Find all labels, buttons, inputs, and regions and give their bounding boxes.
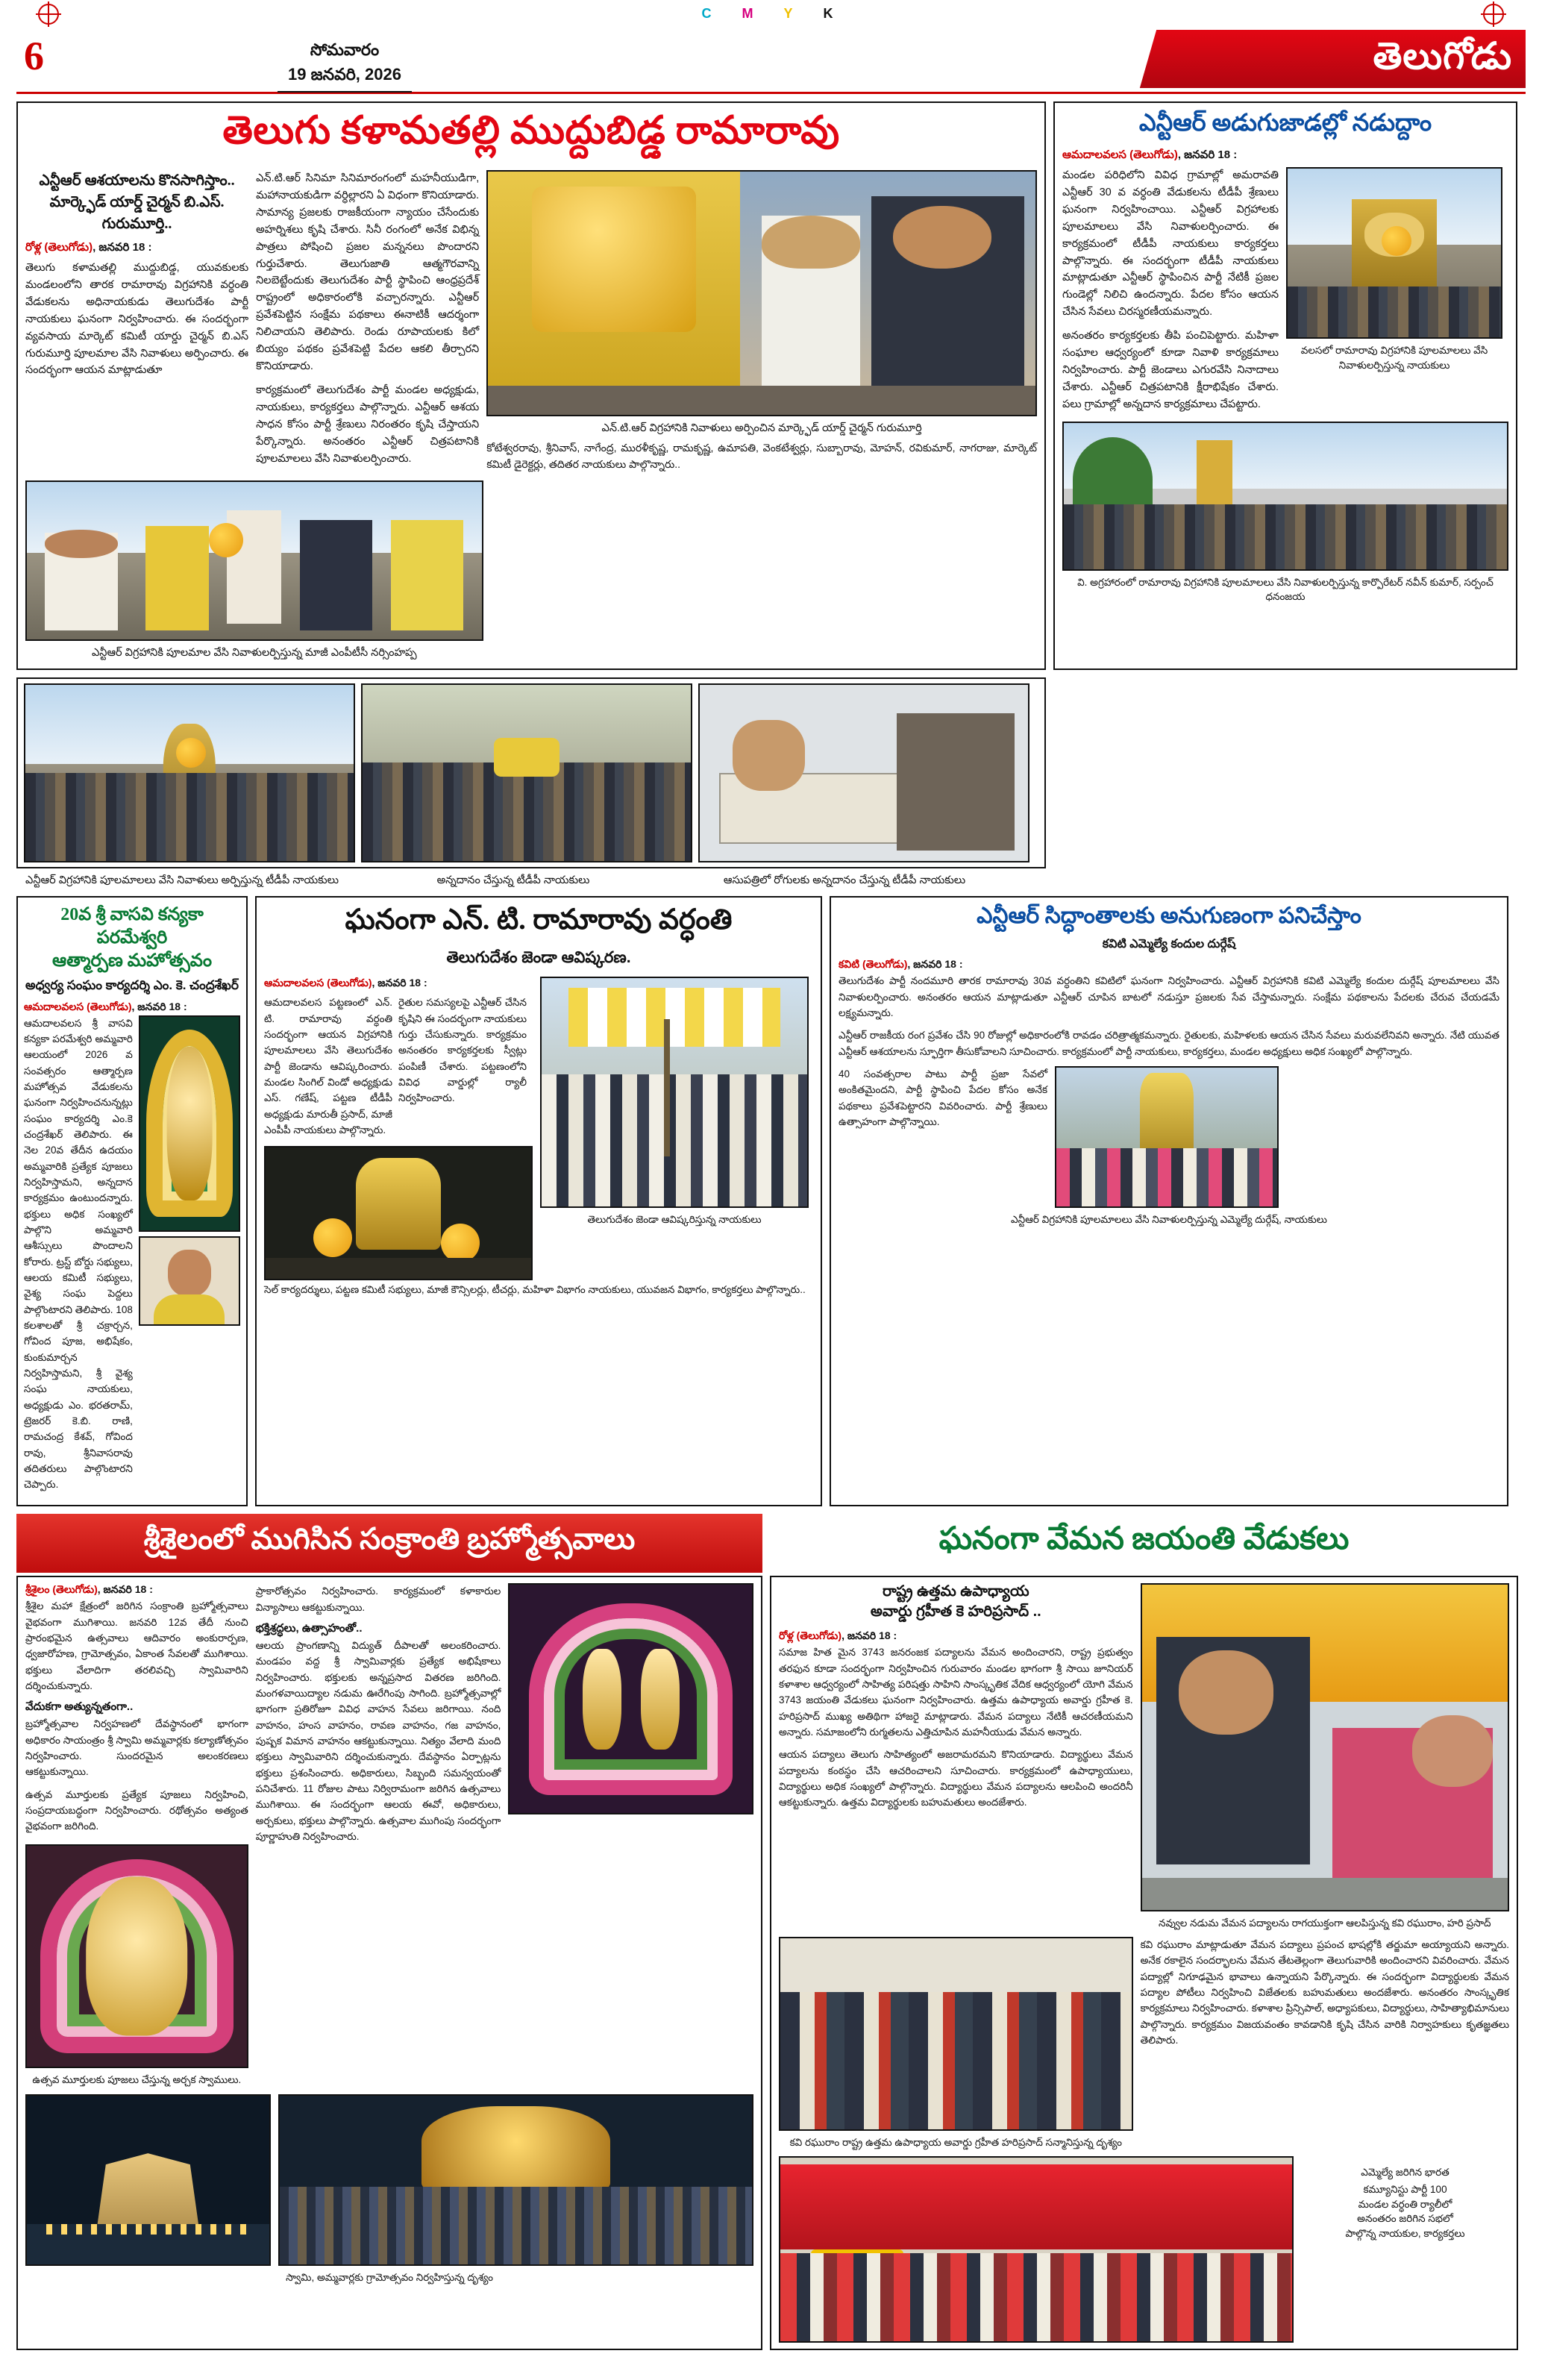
byline-location: కవిటి (తెలుగోడు) (839, 958, 908, 971)
ntr-vardhanti-col2: రైతుల సమస్యలపై ఎన్టీఆర్ చేసిన కృషిని ఈ సందర్భంగా నాయకులు గుర్తు చేసుకున్నారు. కార్యక్రమం అనంతరం కార్యకర్తలకు స్వీట్లు పంపిణీ చేశారు. పట్టణంలోని వివిధ వార్డుల్లో ర్యాలీ నిర్వహించారు. (398, 997, 527, 1104)
lead-col1: తెలుగు కళామతల్లి ముద్దుబిడ్డ, యువకులకు మండలంలోని తారక రామారావు విగ్రహానికి వర్ధంతి వేడుకలను అధినాయకుడు తెలుగుదేశం పార్టీ నాయకులు ఘనంగా నిర్వహించారు. ఈ సందర్భంగా వ్యవసాయ మార్కెట్ కమిటీ యార్డు చైర్మన్ బి.ఎస్ గురుమూర్తి పూలమాల వేసి నివాళులు అర్పించారు. ఈ సందర్భంగా ఆయన మాట్లాడుతూ (25, 262, 249, 377)
vemana-caption-3-l2: కమ్యూనిస్టు పార్టీ 100 (1363, 2184, 1447, 2196)
siddhanta-subtitle: కవిటి ఎమ్మెల్యే కందుల దుర్గేష్ (1102, 938, 1236, 951)
byline-date: , జనవరి 18 : (93, 241, 152, 254)
vemana-caption-3-l5: పాల్గొన్న నాయకుల, కార్యకర్తలు (1345, 2227, 1465, 2239)
masthead-brand (1123, 30, 1526, 88)
vemana-caption-3-l1: ఎమ్మెల్యే జరిగిన భారత (1361, 2166, 1449, 2178)
siddhanta-title: ఎన్టీఆర్ సిద్ధాంతాలకు అనుగుణంగా పనిచేస్తాం (977, 904, 1361, 929)
photo-strip-captions (16, 868, 1046, 892)
right-photo-agraharam (1062, 422, 1508, 571)
ntr-vardhanti-byline (264, 977, 533, 992)
srisailam-col1-p3: ఉత్సవ మూర్తులకు ప్రత్యేక పూజలు నిర్వహించి, సంప్రదాయబద్ధంగా నిర్వహించారు. రథోత్సవం అత్యంత వైభవంగా జరిగింది. (25, 1788, 248, 1832)
vemana-caption-3-l3: మండల వర్ధంతి ర్యాలీలో (1358, 2198, 1452, 2210)
byline-location: ఆమదాలవలస (తెలుగోడు) (1062, 148, 1178, 161)
byline-date: , జనవరి 18 : (841, 1629, 897, 1642)
ntr-vardhanti-title: ఘనంగా ఎన్. టి. రామారావు వర్ధంతి (345, 904, 733, 936)
lead-photo-marchfed (25, 480, 483, 641)
srisailam-photo-procession (278, 2094, 753, 2266)
srisailam-col1-p1: శ్రీశైల మహా క్షేత్రంలో జరిగిన సంక్రాంతి బ్రహ్మోత్సవాలు వైభవంగా ముగిశాయి. జనవరి 12వ తేదీ నుంచి ప్రారంభమైన ఉత్సవాలు ఆదివారం అంకురార్పణ, ధ్వజారోహణ, గ్రామోత్సవం, ఏకాంత సేవలతో ముగిశాయి. భక్తులు వేలాదిగా తరలివచ్చి స్వామివారిని దర్శించుకున్నారు. (25, 1600, 248, 1692)
lead-photo-caption: ఎన్.టి.ఆర్ విగ్రహానికి నివాళులు అర్పించిన మార్క్ఫెడ్ యార్డ్ చైర్మన్ గురుమూర్తి (601, 422, 922, 434)
vemana-subtitle-1: రాష్ట్ర ఉత్తమ ఉపాధ్యాయ (883, 1583, 1029, 1600)
siddhanta-byline (839, 958, 1499, 973)
srisailam-subhead-2: భక్తిశ్రద్ధలు, ఉత్సాహంతో.. (255, 1622, 363, 1635)
strip-caption-3: ఆసుపత్రిలో రోగులకు అన్నదానం చేస్తున్న టీడీపీ నాయకులు (723, 874, 966, 887)
vasavi-title-1: 20వ శ్రీ వాసవి కన్యకా పరమేశ్వరి (60, 905, 204, 948)
srisailam-col2-p2: ఆలయ ప్రాంగణాన్ని విద్యుత్ దీపాలతో అలంకరించారు. మండపం వద్ద శ్రీ స్వామివార్లకు ప్రత్యేక అభిషేకాలు నిర్వహించారు. భక్తులకు అన్నప్రసాద వితరణ జరిగింది. మంగళవాయిద్యాల నడుమ ఊరేగింపు సాగింది. బ్రహ్మోత్సవాల్లో భాగంగా ప్రతిరోజూ వివిధ వాహన సేవలు జరిగాయి. నంది వాహనం, హంస వాహనం, రావణ వాహనం, గజ వాహనం, పుష్పక విమాన వాహనం ఆకట్టుకున్నాయి. నిత్యం వేలాది మంది భక్తులు స్వామివారిని దర్శించుకున్నారు. దేవస్థానం ఏర్పాట్లను భక్తులు ప్రశంసించారు. అధికారులు, సిబ్బంది సమన్వయంతో పనిచేశారు. 11 రోజుల పాటు నిర్విరామంగా జరిగిన ఉత్సవాలు ముగిశాయి. ఈ సందర్భంగా ఆలయ ఈవో, అధికారులు, అర్చకులు, భక్తులు పాల్గొన్నారు. ఉత్సవాల ముగింపు సందర్భంగా పూర్ణాహుతి నిర్వహించారు. (255, 1640, 501, 1843)
vemana-byline (779, 1629, 1133, 1644)
vasavi-title-2: ఆత్మార్పణ మహోత్సవం (51, 951, 212, 971)
byline-location: ఆమదాలవలస (తెలుగోడు) (264, 977, 372, 989)
right-photo-valasa (1286, 167, 1502, 339)
vemana-caption-2: కవి రఘురాం రాష్ట్ర ఉత్తమ ఉపాధ్యాయ అవార్డు గ్రహీత హరిప్రసాద్ సన్మానిస్తున్న దృశ్యం (789, 2137, 1123, 2149)
vemana-caption-1: నవ్వుల నడుమ వేమన పద్యాలను రాగయుక్తంగా ఆలపిస్తున్న కవి రఘురాం, హరి ప్రసాద్ (1159, 1917, 1491, 1929)
srisailam-caption-2: స్వామి, అమ్మవార్లకు గ్రామోత్సవం నిర్వహిస్తున్న దృశ్యం (286, 2272, 493, 2284)
siddhanta-photo-caption: ఎన్టీఆర్ విగ్రహానికి పూలమాలలు వేసి నివాళులర్పిస్తున్న ఎమ్మెల్యే దుర్గేష్, నాయకులు (1011, 1213, 1327, 1225)
lead-col2: ఎన్.టి.ఆర్ సినిమా సినిమారంగంలో మహనీయుడిగా, మహానాయకుడిగా వర్ధిల్లారని ఏ విధంగా కొనియాడారు. సామాన్య ప్రజలకు రాజకీయంగా న్యాయం చేసేందుకు అహర్నిశలు కృషి చేశారు. సినీ రంగంలో అనేక విభిన్న పాత్రలు పోషించి ప్రజల మన్ననలు పొందారని గుర్తుచేశారు. తెలుగుజాతి ఆత్మగౌరవాన్ని నిలబెట్టేందుకు తెలుగుదేశం పార్టీ స్థాపించి ఆంధ్రప్రదేశ్ రాష్ట్రంలో అధికారంలోకి వచ్చారన్నారు. ఎన్టీఆర్ ప్రవేశపెట్టిన సంక్షేమ పథకాలు ఈనాటికీ ఆదర్శంగా నిలిచాయని తెలిపారు. రెండు రూపాయలకు కిలో బియ్యం పథకం ప్రవేశపెట్టి పేదల ఆకలి తీర్చారని కొనియాడారు. (256, 172, 480, 372)
byline-location: రోళ్ల (తెలుగోడు) (25, 241, 93, 254)
vemana-banner-wrap (770, 1514, 1518, 1573)
byline-date: , జనవరి 18 : (97, 1583, 153, 1596)
byline-date: , జనవరి 18 : (1177, 148, 1238, 161)
lead-photo2-caption: ఎన్టీఆర్ విగ్రహానికి పూలమాల వేసి నివాళులర్పిస్తున్న మాజీ ఎంపీటీసీ నర్సింహప్ప (92, 647, 417, 660)
magenta-mark: M (742, 6, 761, 21)
strip-caption-1: ఎన్టీఆర్ విగ్రహానికి పూలమాలలు వేసి నివాళులు అర్పిస్తున్న టీడీపీ నాయకులు (25, 874, 339, 887)
date: 19 జనవరి, 2026 (288, 65, 401, 84)
weekday: సోమవారం (310, 40, 380, 59)
page-number: 6 (24, 34, 44, 78)
block-siddhanta (830, 896, 1508, 1506)
ntr-vardhanti-photo-statue (264, 1146, 533, 1280)
strip-photo-3 (698, 683, 1029, 862)
vemana-photo-rally (779, 2156, 1294, 2343)
vemana-photo-speaker (1141, 1583, 1509, 1911)
registration-mark-right (1481, 1, 1506, 27)
srisailam-photo-idols (508, 1583, 753, 1814)
brand-logo: తెలుగోడు (1373, 35, 1512, 77)
lead-story (16, 101, 1046, 670)
photo-strip (16, 677, 1046, 868)
lead-photo-ntr-garland (486, 170, 1037, 416)
lead-col3: కార్యక్రమంలో తెలుగుదేశం పార్టీ మండల అధ్యక్షుడు, నాయకులు, కార్యకర్తలు పాల్గొన్నారు. ఎన్టీఆర్ ఆశయ సాధన కోసం పార్టీ శ్రేణులు నిరంతరం కృషి చేస్తాయని పేర్కొన్నారు. అనంతరం ఎన్టీఆర్ చిత్రపటానికి పూలమాలలు వేసి నివాళులర్పించారు. (256, 383, 480, 465)
srisailam-col1-p2: బ్రహ్మోత్సవాల నిర్వహణలో దేవస్థానంలో భాగంగా అధికారం సాయంత్రం శ్రీ స్వామి అమ్మవార్లకు కల్యాణోత్సవం నిర్వహించారు. సుందరమైన అలంకరణలు ఆకట్టుకున్నాయి. (25, 1718, 248, 1778)
vasavi-photo-portrait (139, 1236, 240, 1326)
byline-date: , జనవరి 18 : (907, 958, 963, 971)
srisailam-story (16, 1576, 762, 2349)
byline-location: రోళ్ల (తెలుగోడు) (779, 1629, 842, 1642)
vemana-banner: ఘనంగా వేమన జయంతి వేడుకలు (938, 1522, 1350, 1557)
lead-subhead: ఎన్టీఆర్ ఆశయాలను కొనసాగిస్తాం.. మార్క్ఫెడ్ యార్డ్ చైర్మన్ బి.ఎస్. గురుమూర్తి.. (39, 172, 235, 232)
srisailam-banner: శ్రీశైలంలో ముగిసిన సంక్రాంతి బ్రహ్మోత్సవాలు (16, 1514, 762, 1573)
brand-swoosh (1095, 30, 1156, 88)
vemana-col2: ఆయన పద్యాలు తెలుగు సాహిత్యంలో అజరామరమని కొనియాడారు. విద్యార్థులు వేమన పద్యాలను కంఠస్థం చేసి ఆచరించాలని సూచించారు. కార్యక్రమంలో ఉపాధ్యాయులు, విద్యార్థులు అధిక సంఖ్యలో పాల్గొన్నారు. విద్యార్థులు వేమన పద్యాలను ఆలపించి అందరినీ ఆకట్టుకున్నారు. ఉత్తమ విద్యార్థులకు బహుమతులు అందజేశారు. (779, 1749, 1133, 1809)
right-top-byline (1062, 148, 1508, 164)
siddhanta-col2: ఎన్టీఆర్ రాజకీయ రంగ ప్రవేశం చేసి 90 రోజుల్లో అధికారంలోకి రావడం చరిత్రాత్మకమన్నారు. రైతులకు, మహిళలకు ఆయన చేసిన సేవలు మరువలేనివని అన్నారు. నేటి యువత ఎన్టీఆర్ ఆశయాలను స్ఫూర్తిగా తీసుకోవాలని సూచించారు. కార్యక్రమంలో పార్టీ నాయకులు, కార్యకర్తలు, మండల అధ్యక్షులు అధిక సంఖ్యలో పాల్గొన్నారు. (839, 1030, 1499, 1057)
srisailam-photo-temple (25, 2094, 271, 2266)
registration-mark-left (36, 1, 61, 27)
right-top-col2: అనంతరం కార్యకర్తలకు తీపి పంచిపెట్టారు. మహిళా సంఘాల ఆధ్వర్యంలో కూడా నివాళి కార్యక్రమాలు నిర్వహించారు. పార్టీ జెండాలు ఎగురవేసి నినాదాలు చేశారు. ఎన్టీఆర్ చిత్రపటానికి క్షీరాభిషేకం చేశారు. పలు గ్రామాల్లో అన్నదాన కార్యక్రమాలు చేపట్టారు. (1062, 330, 1279, 410)
vemana-right-text: కవి రఘురాం మాట్లాడుతూ వేమన పద్యాలు ప్రపంచ భాషల్లోకి తర్జుమా అయ్యాయని అన్నారు. అనేక రకాలైన సందర్భాలను వేమన తేటతెల్లంగా తెలుగువారికి అందించారని వివరించారు. వేమన పద్యాల్లో నిగూఢమైన భావాలు ఉన్నాయని పేర్కొన్నారు. ఈ సందర్భంగా విద్యార్థులకు వేమన పద్యాల పోటీలు నిర్వహించి విజేతలకు బహుమతులు అందజేశారు. అనంతరం సాంస్కృతిక కార్యక్రమాలు నిర్వహించారు. కళాశాల ప్రిన్సిపాల్, అధ్యాపకులు, విద్యార్థులు, సాహిత్యాభిమానులు పాల్గొన్నారు. కార్యక్రమం విజయవంతం కావడానికి కృషి చేసిన వారికి నిర్వాహకులు కృతజ్ఞతలు తెలిపారు. (1140, 1939, 1509, 2047)
srisailam-col2-p1: ప్రాకారోత్సవం నిర్వహించారు. కార్యక్రమంలో కళాకారుల విన్యాసాలు ఆకట్టుకున్నాయి. (255, 1585, 501, 1613)
byline-date: , జనవరి 18 : (131, 1000, 187, 1012)
vasavi-body: ఆమదాలవలస శ్రీ వాసవి కన్యకా పరమేశ్వరి అమ్మవారి ఆలయంలో 2026 వ సంవత్సరం ఆత్మార్పణ మహోత్సవ వేడుకలను ఘనంగా నిర్వహించనున్నట్లు సంఘం కార్యదర్శి ఎం.కె చంద్రశేఖర్ తెలిపారు. ఈ నెల 20వ తేదీన ఉదయం అమ్మవారికి ప్రత్యేక పూజలు నిర్వహిస్తామని, అన్నదాన కార్యక్రమం ఉంటుందన్నారు. భక్తులు అధిక సంఖ్యలో పాల్గొని అమ్మవారి ఆశీస్సులు పొందాలని కోరారు. ట్రస్ట్ బోర్డు సభ్యులు, ఆలయ కమిటీ సభ్యులు, వైశ్య సంఘ పెద్దలు పాల్గొంటారని తెలిపారు. 108 కలశాలతో శ్రీ చక్రార్చన, గోవింద పూజ, అభిషేకం, కుంకుమార్చన నిర్వహిస్తామని, శ్రీ వైశ్య సంఘ నాయకులు, అధ్యక్షుడు ఎం. భరతరామ్, ట్రెజరర్ కె.బి. రాణి, రామచంద్ర కేశవ్, గోవింద రావు, శ్రీనివాసరావు తదితరులు పాల్గొంటారని చెప్పారు. (24, 1017, 133, 1491)
srisailam-byline (25, 1583, 248, 1598)
black-mark: K (823, 6, 841, 21)
cmyk-marks (695, 6, 846, 22)
byline-location: ఆమదాలవలస (తెలుగోడు) (24, 1000, 132, 1012)
right-photo2-caption: వి. అగ్రహారంలో రామారావు విగ్రహానికి పూలమాలలు వేసి నివాళులర్పిస్తున్న కార్పొరేటర్ నవీన్ కుమార్, సర్పంచ్ ధనంజయ (1077, 576, 1494, 603)
srisailam-banner-wrap (16, 1514, 762, 1573)
print-registration-bar (16, 0, 1526, 30)
issue-date (278, 36, 412, 93)
right-top-story (1053, 101, 1517, 670)
lead-byline (25, 241, 248, 257)
lead-headline: తెలుగు కళామతల్లి ముద్దుబిడ్డ రామారావు (222, 110, 840, 152)
block-ntr-vardhanti (255, 896, 822, 1506)
srisailam-photo-deity-garland (25, 1844, 248, 2068)
vemana-caption-3-l4: అనంతరం జరిగిన సభలో (1357, 2213, 1453, 2225)
masthead (16, 30, 1526, 94)
right-top-headline: ఎన్టీఆర్ అడుగుజాడల్లో నడుద్దాం (1138, 109, 1432, 136)
byline-date: , జనవరి 18 : (372, 977, 427, 989)
lead-names-line: కోటేశ్వరరావు, శ్రీనివాస్, నాగేంద్ర, మురళీకృష్ణ, రామకృష్ణ, ఉమాపతి, వెంకటేశ్వర్లు, సుబ్బారావు, మోహన్, రవికుమార్, నాగరాజు, మార్కెట్ కమిటీ డైరెక్టర్లు, తదితర నాయకులు పాల్గొన్నారు.. (486, 442, 1038, 471)
right-top-col1: మండల పరిధిలోని వివిధ గ్రామాల్లో అమరావతి ఎన్టీఆర్ 30 వ వర్ధంతి వేడుకలను టీడీపీ శ్రేణులు ఘనంగా నిర్వహించాయి. ఎన్టీఆర్ విగ్రహాలకు పూలమాలలు వేసి నివాళులర్పించారు. ఈ కార్యక్రమంలో టీడీపీ నాయకులు కార్యకర్తలు పాల్గొన్నారు. ఈ సందర్భంగా టీడీపీ నాయకులు మాట్లాడుతూ ఎన్టీఆర్ స్థాపించిన పార్టీ నేటికీ ప్రజల గుండెల్లో నిలిచి ఉందన్నారు. పేదల కోసం ఆయన చేసిన సేవలు చిరస్మరణీయమన్నారు. (1062, 169, 1279, 319)
strip-photo-1 (24, 683, 355, 862)
vemana-col1: సమాజ హిత మైన 3743 జనరంజక పద్యాలను వేమన అందించారని, రాష్ట్ర ప్రభుత్వం తరఫున కూడా సందర్భంగా నిర్వహించిన గురువారం మండల భాగంగా శ్రీ సాయి జూనియర్ కళాశాల ఆధ్వర్యంలో సాహిత్య పరిషత్తు సాహిని సాంస్కృతిక వేదిక ఆధ్వర్యంలో యోగి వేమన 3743 జయంతి వేడుకలు ఘనంగా నిర్వహించారు. ఉత్తమ ఉపాధ్యాయ అవార్డు గ్రహీత కె. హరిప్రసాద్ ముఖ్య అతిథిగా హాజరై మాట్లాడారు. వేమన పద్యాలు నేటికీ ఆచరణీయమని అన్నారు. సమాజంలోని రుగ్మతలను ఎత్తిచూపిన మహనీయుడు వేమన అన్నారు. (779, 1647, 1133, 1738)
ntr-vardhanti-photo-caption: తెలుగుదేశం జెండా ఆవిష్కరిస్తున్న నాయకులు (587, 1214, 762, 1226)
cyan-mark: C (701, 6, 719, 21)
ntr-vardhanti-subtitle: తెలుగుదేశం జెండా ఆవిష్కరణ. (446, 949, 631, 967)
ntr-vardhanti-col1: ఆమదాలవలస పట్టణంలో ఎన్. టి. రామారావు వర్ధంతి సందర్భంగా ఆయన విగ్రహానికి పూలమాలలు వేసి తెలుగుదేశం పార్టీ జెండాను ఆవిష్కరించారు. మండల సింగిల్ విండో అధ్యక్షుడు ఎస్. గణేష్, పట్టణ టీడీపీ అధ్యక్షుడు మారుతీ ప్రసాద్, మాజీ ఎంపీపీ నాయకులు పాల్గొన్నారు. (264, 997, 392, 1136)
vasavi-photo-deity (139, 1015, 240, 1232)
srisailam-subhead-1: వేదుకగా అత్యున్నతంగా.. (25, 1700, 134, 1714)
vemana-story (770, 1576, 1518, 2349)
strip-caption-2: అన్నదానం చేస్తున్న టీడీపీ నాయకులు (436, 874, 590, 887)
vasavi-subtitle: అధ్వర్య సంఘం కార్యదర్శి ఎం. కె. చంద్రశేఖర్ (25, 977, 239, 992)
vasavi-byline (24, 1000, 240, 1015)
block-vasavi (16, 896, 248, 1506)
siddhanta-col1: తెలుగుదేశం పార్టీ నందమూరి తారక రామారావు 30వ వర్ధంతిని కవిటిలో ఘనంగా నిర్వహించారు. ఎన్టీఆర్ విగ్రహానికి కవిటి ఎమ్మెల్యే కందుల దుర్గేష్ పూలమాలలు వేసి నివాళులర్పించారు. అనంతరం ఆయన మాట్లాడుతూ ఎన్టీఆర్ చూపిన బాటలో నడుస్తూ ప్రజలకు సేవ చేస్తామన్నారు. సంక్షేమ పథకాలను పేదలకు చేరువ చేయడమే లక్ష్యమన్నారు. (839, 975, 1499, 1018)
srisailam-caption-1: ఉత్సవ మూర్తులకు పూజలు చేస్తున్న అర్చక స్వాములు. (32, 2073, 242, 2085)
right-photo-caption: వలసలో రామారావు విగ్రహానికి పూలమాలలు వేసి నివాళులర్పిస్తున్న నాయకులు (1300, 345, 1488, 371)
vemana-photo-felicitation (779, 1937, 1133, 2131)
ntr-vardhanti-footer: సెల్ కార్యదర్శులు, పట్టణ కమిటీ సభ్యులు, మాజీ కౌన్సిలర్లు, టీచర్లు, మహిళా విభాగం నాయకులు, యువజన విభాగం, కార్యకర్తలు పాల్గొన్నారు.. (264, 1284, 806, 1296)
byline-location: శ్రీశైలం (తెలుగోడు) (25, 1583, 98, 1596)
yellow-mark: Y (783, 6, 800, 21)
siddhanta-photo (1055, 1066, 1279, 1208)
siddhanta-col3: 40 సంవత్సరాల పాటు పార్టీ ప్రజా సేవలో అంకితమైందని, పార్టీ స్థాపించి పేదల కోసం అనేక పథకాలు ప్రవేశపెట్టారని వివరించారు. పార్టీ శ్రేణులు ఉత్సాహంగా పాల్గొన్నాయి. (839, 1068, 1047, 1127)
vemana-subtitle-2: అవార్డు గ్రహీత కె హరిప్రసాద్ .. (870, 1603, 1041, 1620)
ntr-vardhanti-photo-flag (540, 977, 809, 1208)
strip-photo-2 (361, 683, 692, 862)
